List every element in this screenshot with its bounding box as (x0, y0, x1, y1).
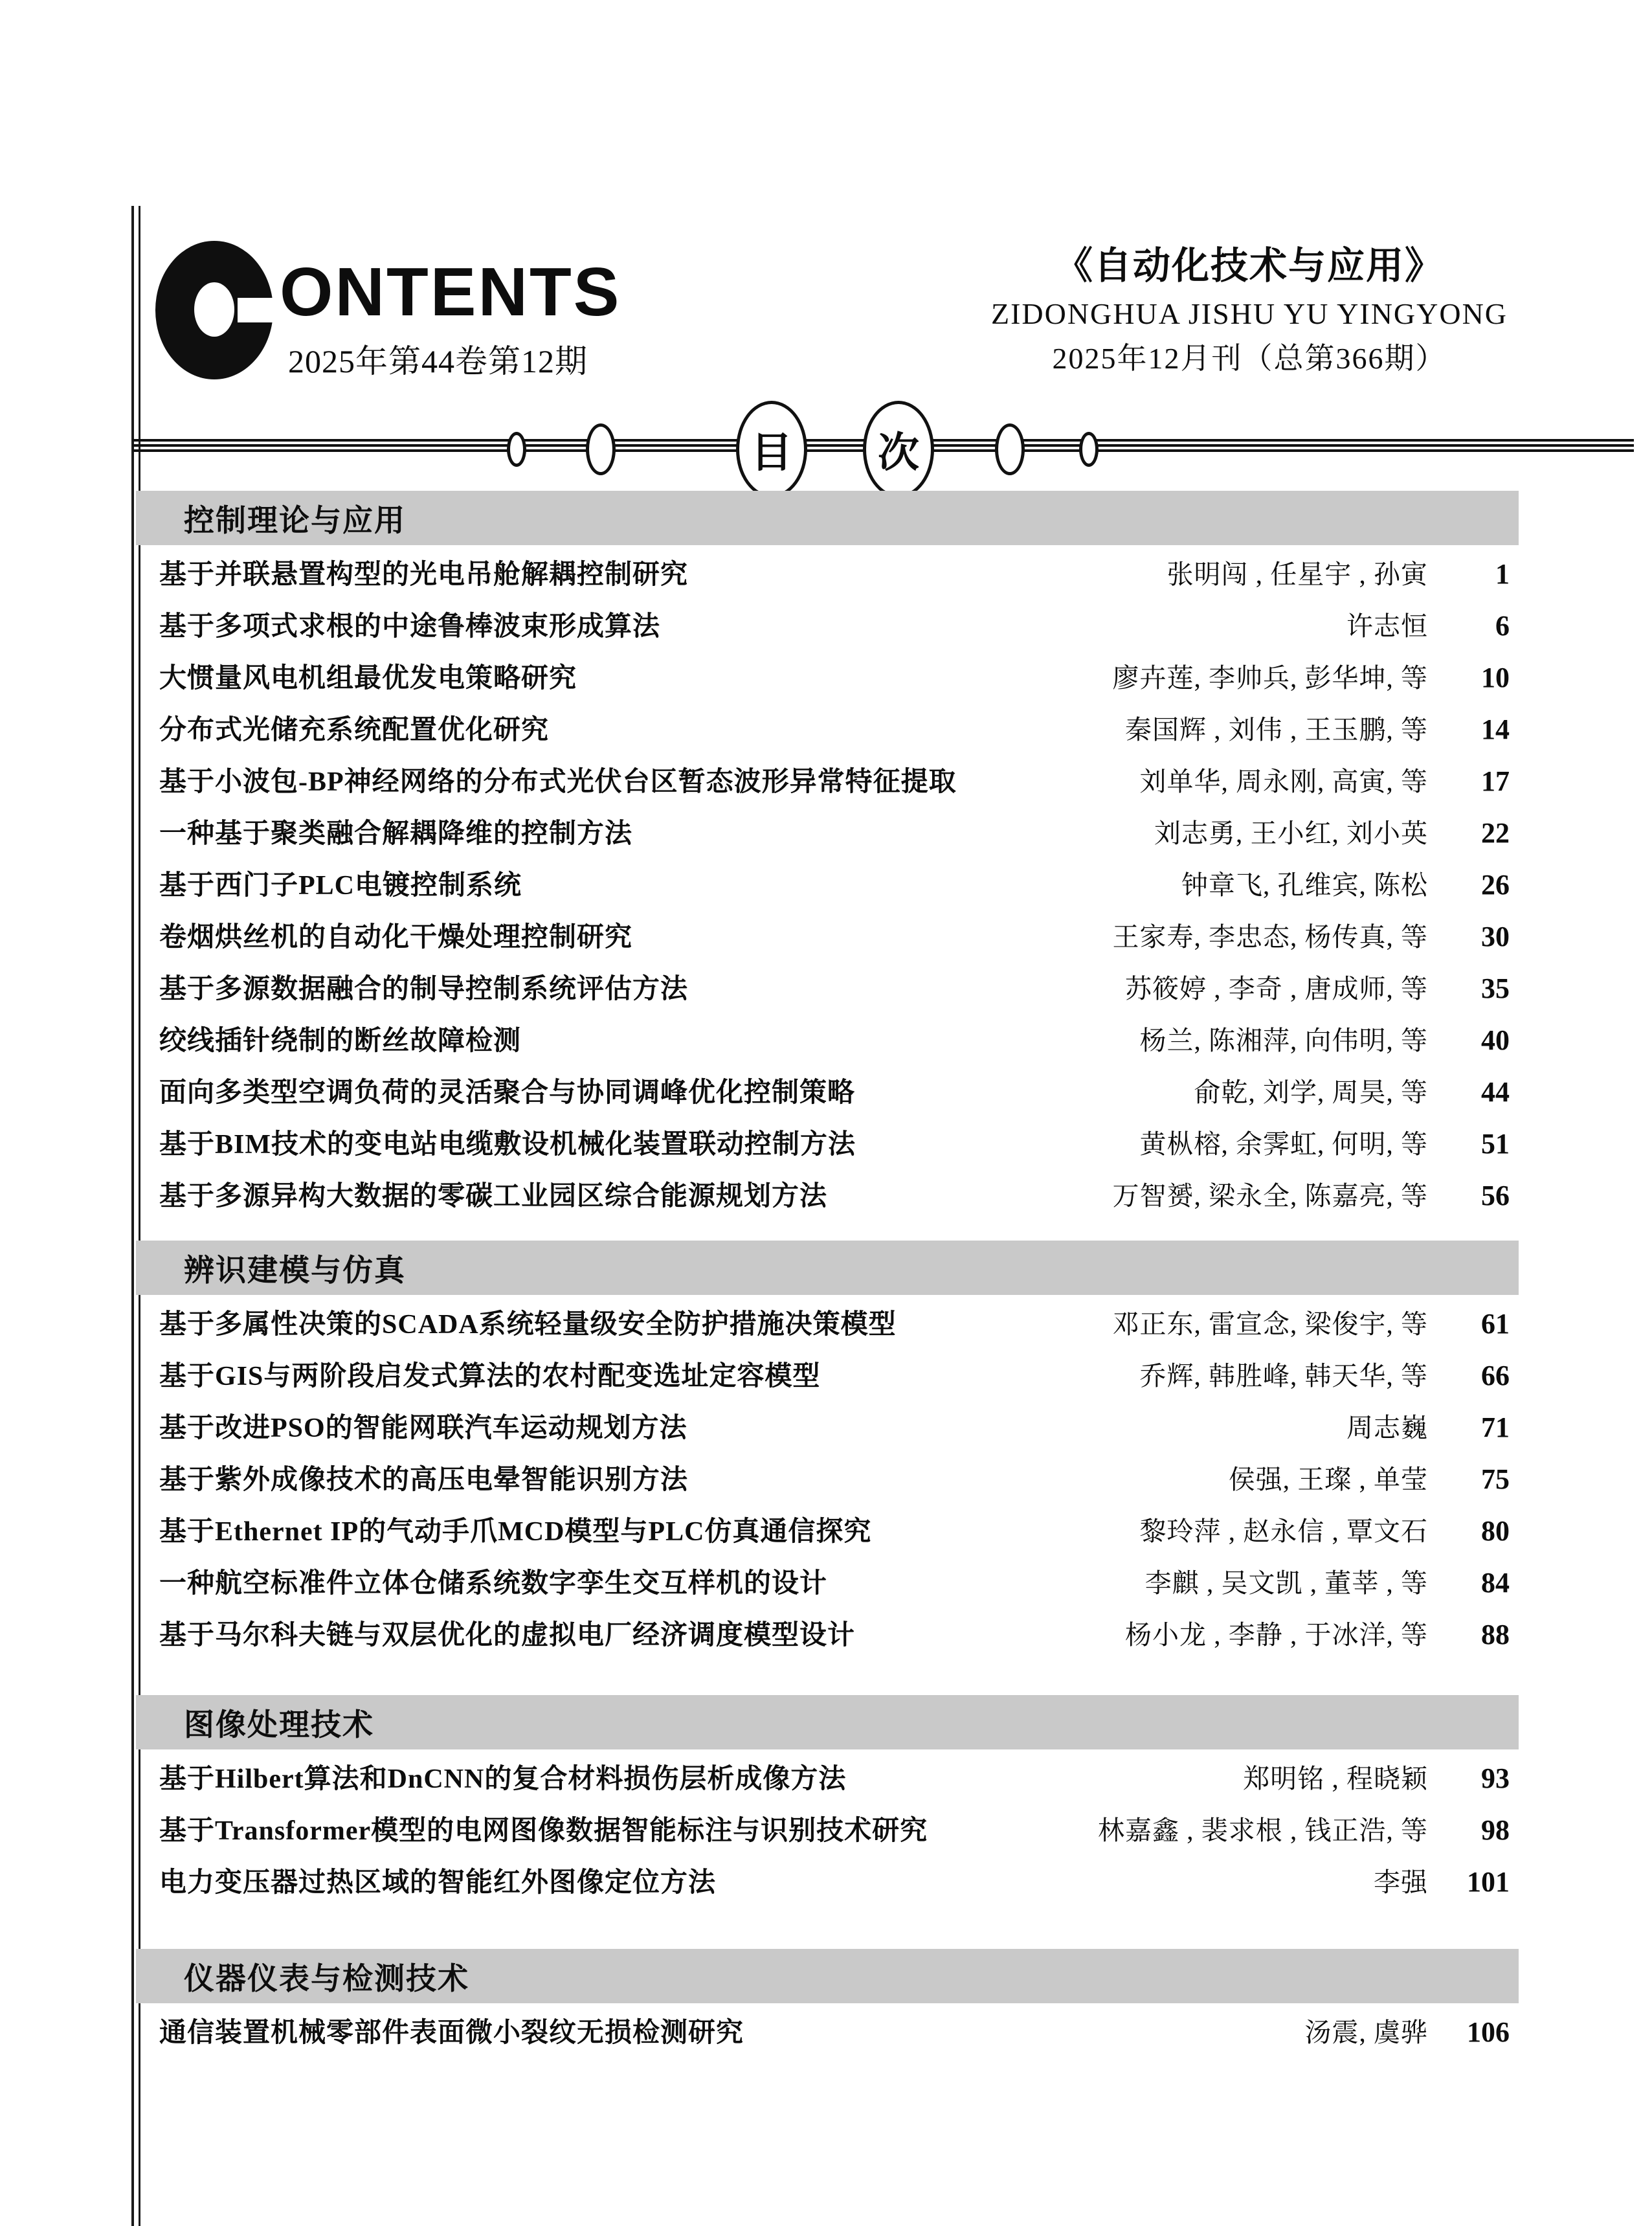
article-row (159, 1071, 1510, 1123)
article-page-number: 56 (1481, 1180, 1510, 1211)
article-row (159, 1406, 1510, 1458)
article-row (159, 1861, 1510, 1913)
article-page-number: 84 (1481, 1567, 1510, 1599)
article-authors: 王家寿, 李忠态, 杨传真, 等 (1112, 922, 1428, 952)
article-title: 基于GIS与两阶段启发式算法的农村配变选址定容模型 (159, 1362, 821, 1391)
article-authors: 邓正东, 雷宣念, 梁俊宇, 等 (1112, 1309, 1428, 1339)
ornamental-divider (133, 400, 1634, 499)
ornament-small-circle (1079, 432, 1099, 467)
section-title: 仪器仪表与检测技术 (184, 1961, 469, 1996)
section-rows (136, 1295, 1519, 1669)
article-page-number: 35 (1481, 972, 1510, 1004)
section-header (136, 1695, 1519, 1749)
journal-name-pinyin: ZIDONGHUA JISHU YU YINGYONG (990, 297, 1508, 330)
article-row (159, 967, 1510, 1019)
ornament-medium-circle (995, 423, 1025, 475)
article-row (159, 2011, 1510, 2063)
article-title: 基于Transformer模型的电网图像数据智能标注与识别技术研究 (159, 1816, 928, 1846)
article-row (159, 760, 1510, 812)
journal-issue-line: 2025年12月刊（总第366期） (1052, 341, 1447, 375)
article-row (159, 1303, 1510, 1355)
article-row (159, 864, 1510, 916)
article-authors: 杨兰, 陈湘萍, 向伟明, 等 (1139, 1026, 1428, 1055)
article-page-number: 88 (1481, 1619, 1510, 1650)
toc-content (136, 491, 1519, 2067)
toc-section (136, 491, 1519, 1230)
article-row (159, 1562, 1510, 1613)
mulu-right-medallion (863, 401, 934, 498)
article-title: 基于并联悬置构型的光电吊舱解耦控制研究 (159, 560, 689, 590)
article-authors: 刘单华, 周永刚, 高寅, 等 (1139, 767, 1428, 796)
article-row (159, 1613, 1510, 1665)
section-title: 辨识建模与仿真 (184, 1252, 406, 1287)
article-authors: 乔辉, 韩胜峰, 韩天华, 等 (1139, 1361, 1428, 1391)
article-authors: 张明闯 , 任星宇 , 孙寅 (1166, 559, 1428, 589)
article-page-number: 61 (1481, 1308, 1510, 1340)
article-authors: 侯强, 王璨 , 单莹 (1228, 1465, 1428, 1494)
toc-section (136, 1695, 1519, 1917)
article-page-number: 40 (1481, 1024, 1510, 1056)
article-authors: 郑明铭 , 程晓颖 (1243, 1764, 1428, 1793)
article-title: 一种基于聚类融合解耦降维的控制方法 (159, 819, 633, 849)
article-authors: 林嘉鑫 , 裴求根 , 钱正浩, 等 (1098, 1816, 1428, 1845)
article-page-number: 101 (1467, 1866, 1510, 1898)
article-page-number: 80 (1481, 1515, 1510, 1547)
article-authors: 廖卉莲, 李帅兵, 彭华坤, 等 (1112, 663, 1428, 693)
article-authors: 黄枞榕, 余霁虹, 何明, 等 (1139, 1129, 1428, 1159)
article-title: 分布式光储充系统配置优化研究 (159, 715, 550, 745)
article-title: 基于Ethernet IP的气动手爪MCD模型与PLC仿真通信探究 (159, 1517, 872, 1547)
article-title: 基于多项式求根的中途鲁棒波束形成算法 (159, 612, 661, 642)
ornament-small-circle (507, 432, 526, 467)
article-authors: 李强 (1374, 1867, 1428, 1897)
article-authors: 俞乾, 刘学, 周昊, 等 (1194, 1077, 1428, 1107)
article-page-number: 1 (1495, 558, 1510, 590)
article-authors: 杨小龙 , 李静 , 于冰洋, 等 (1125, 1620, 1428, 1650)
article-title: 电力变压器过热区域的智能红外图像定位方法 (159, 1868, 717, 1898)
article-row (159, 1355, 1510, 1406)
article-page-number: 98 (1481, 1814, 1510, 1846)
article-row (159, 1175, 1510, 1226)
article-page-number: 30 (1481, 921, 1510, 952)
article-title: 基于Hilbert算法和DnCNN的复合材料损伤层析成像方法 (159, 1764, 847, 1794)
article-authors: 万智赟, 梁永全, 陈嘉亮, 等 (1112, 1181, 1428, 1211)
section-rows (136, 545, 1519, 1230)
article-page-number: 106 (1467, 2016, 1510, 2048)
article-title: 基于改进PSO的智能网联汽车运动规划方法 (159, 1413, 687, 1443)
article-page-number: 75 (1481, 1463, 1510, 1495)
article-page-number: 51 (1481, 1128, 1510, 1160)
article-page-number: 22 (1481, 817, 1510, 849)
article-title: 卷烟烘丝机的自动化干燥处理控制研究 (159, 923, 633, 952)
article-title: 基于多属性决策的SCADA系统轻量级安全防护措施决策模型 (159, 1310, 897, 1340)
article-row (159, 1510, 1510, 1562)
toc-section (136, 1949, 1519, 2067)
article-title: 基于马尔科夫链与双层优化的虚拟电厂经济调度模型设计 (159, 1621, 856, 1650)
article-page-number: 44 (1481, 1076, 1510, 1108)
article-row (159, 708, 1510, 760)
article-authors: 秦国辉 , 刘伟 , 王玉鹏, 等 (1125, 715, 1428, 745)
article-row (159, 657, 1510, 708)
article-title: 基于多源数据融合的制导控制系统评估方法 (159, 974, 689, 1004)
contents-title: ONTENTS (280, 254, 621, 330)
article-page-number: 6 (1495, 610, 1510, 642)
toc-section (136, 1241, 1519, 1669)
article-title: 基于小波包-BP神经网络的分布式光伏台区暂态波形异常特征提取 (159, 767, 957, 797)
article-title: 基于西门子PLC电镀控制系统 (159, 871, 522, 901)
article-page-number: 10 (1481, 662, 1510, 693)
article-row (159, 812, 1510, 864)
mulu-left-medallion (736, 401, 807, 498)
article-page-number: 14 (1481, 714, 1510, 745)
article-title: 基于BIM技术的变电站电缆敷设机械化装置联动控制方法 (159, 1130, 856, 1160)
article-row (159, 1757, 1510, 1809)
article-page-number: 93 (1481, 1762, 1510, 1794)
contents-c-logo-icon (155, 241, 273, 379)
article-authors: 刘志勇, 王小红, 刘小英 (1154, 818, 1428, 848)
article-authors: 黎玲萍 , 赵永信 , 覃文石 (1139, 1516, 1428, 1546)
article-authors: 许志恒 (1346, 611, 1428, 641)
article-authors: 汤震, 虞骅 (1304, 2018, 1428, 2047)
article-row (159, 916, 1510, 967)
article-title: 一种航空标准件立体仓储系统数字孪生交互样机的设计 (159, 1569, 828, 1599)
issue-volume-line: 2025年第44卷第12期 (288, 343, 588, 379)
article-authors: 李麒 , 吴文凯 , 董莘 , 等 (1144, 1568, 1428, 1598)
section-header (136, 1949, 1519, 2003)
article-row (159, 553, 1510, 605)
ornament-medium-circle (586, 423, 616, 475)
section-rows (136, 2003, 1519, 2067)
article-page-number: 71 (1481, 1411, 1510, 1443)
article-row (159, 1809, 1510, 1861)
mulu-right-char: 次 (878, 430, 919, 476)
section-title: 控制理论与应用 (184, 502, 406, 537)
article-page-number: 66 (1481, 1360, 1510, 1391)
article-title: 基于紫外成像技术的高压电晕智能识别方法 (159, 1465, 689, 1495)
article-row (159, 1019, 1510, 1071)
article-page-number: 17 (1481, 765, 1510, 797)
article-row (159, 605, 1510, 657)
mulu-left-char: 目 (751, 430, 792, 476)
article-title: 面向多类型空调负荷的灵活聚合与协同调峰优化控制策略 (159, 1078, 856, 1108)
section-header (136, 491, 1519, 545)
section-rows (136, 1749, 1519, 1917)
article-title: 绞线插针绕制的断丝故障检测 (159, 1026, 522, 1056)
article-title: 大惯量风电机组最优发电策略研究 (159, 664, 577, 693)
section-title: 图像处理技术 (184, 1707, 374, 1742)
article-authors: 钟章飞, 孔维宾, 陈松 (1181, 870, 1428, 900)
article-title: 通信装置机械零部件表面微小裂纹无损检测研究 (159, 2018, 744, 2048)
journal-name-cn: 《自动化技术与应用》 (1055, 245, 1444, 287)
article-row (159, 1458, 1510, 1510)
article-authors: 周志巍 (1346, 1413, 1428, 1443)
journal-header (990, 245, 1508, 376)
article-row (159, 1123, 1510, 1175)
article-page-number: 26 (1481, 869, 1510, 901)
article-authors: 苏筱婷 , 李奇 , 唐成师, 等 (1125, 974, 1428, 1004)
section-header (136, 1241, 1519, 1295)
article-title: 基于多源异构大数据的零碳工业园区综合能源规划方法 (159, 1182, 828, 1211)
